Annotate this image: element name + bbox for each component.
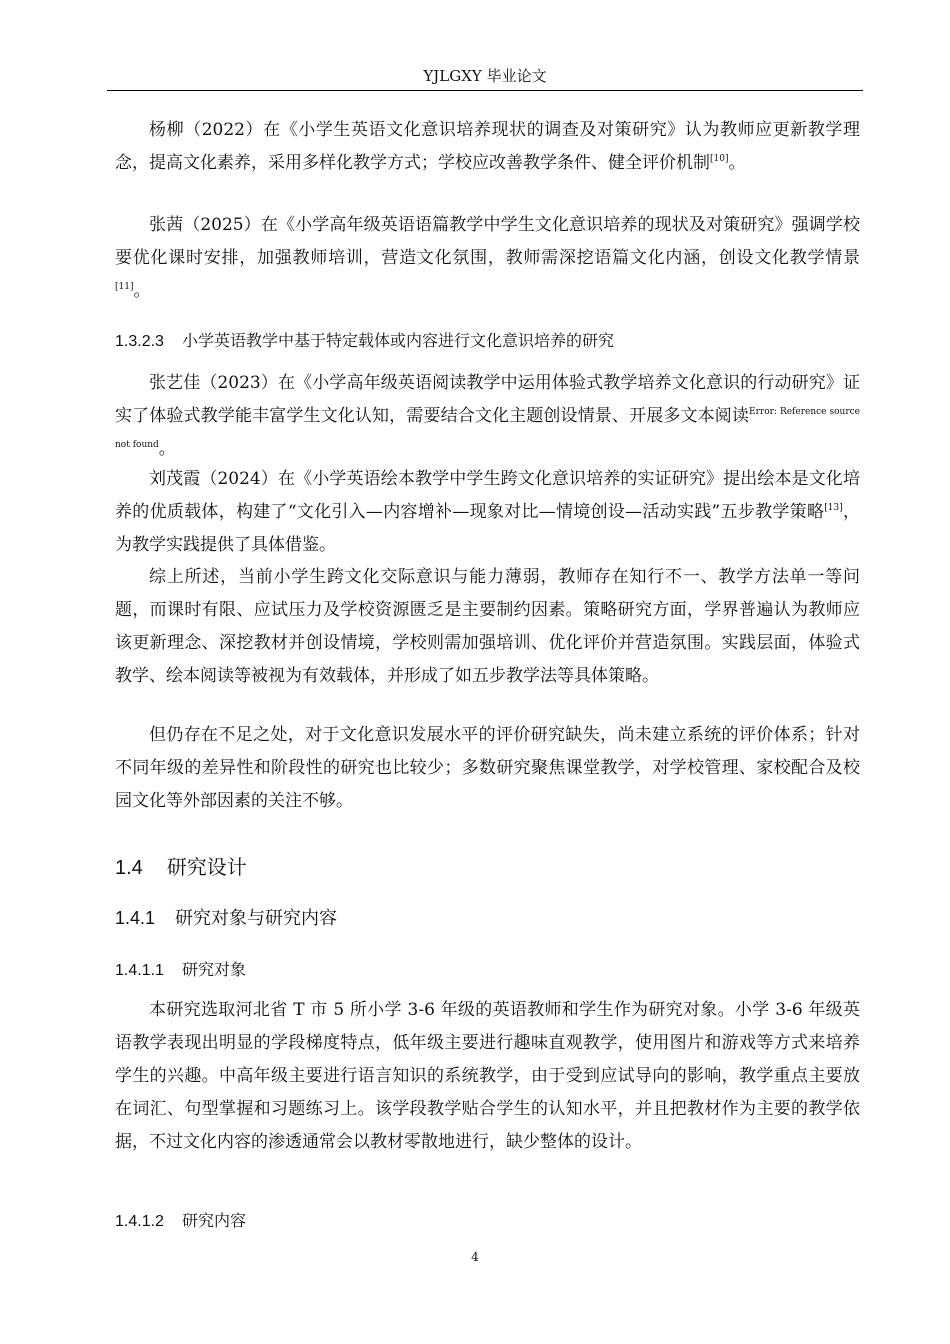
paragraph-tail: 。 (133, 281, 151, 301)
heading-number: 1.4.1.2 (115, 1213, 164, 1230)
heading-number: 1.4.1 (115, 908, 156, 928)
paragraph-tail: 。 (728, 153, 746, 173)
citation-ref: [11] (115, 282, 134, 292)
heading-text: 研究对象 (181, 960, 246, 979)
paragraph-tail: ，为教学实践提供了具体借鉴。 (115, 502, 861, 555)
heading-text: 研究设计 (166, 855, 247, 879)
paragraph-shortcomings: 但仍存在不足之处，对于文化意识发展水平的评价研究缺失，尚未建立系统的评价体系；针对不同年级的差异性和阶段性的研究也比较少；多数研究聚焦课堂教学，对学校管理、家校配合及校园文化等外部因素的关注不够。 (115, 725, 860, 811)
paragraph-zhang-yijia (115, 367, 860, 466)
heading-1-4-1 (115, 905, 337, 932)
paragraph-text: 张艺佳（2023）在《小学高年级英语阅读教学中运用体验式教学培养文化意识的行动研究》证实了体验式教学能丰富学生文化认知，需要结合文化主题创设情景、开展多文本阅读 (115, 373, 860, 426)
citation-ref: [13] (824, 503, 843, 513)
paragraph-text: 张茜（2025）在《小学高年级英语语篇教学中学生文化意识培养的现状及对策研究》强调学校要优化课时安排，加强教师培训，营造文化氛围，教师需深挖语篇文化内涵，创设文化教学情景 (115, 215, 860, 268)
heading-number: 1.4 (115, 857, 143, 879)
heading-1-3-2-3 (115, 329, 614, 354)
citation-error: Error: Reference source not found (115, 407, 861, 450)
paragraph-research-subjects: 本研究选取河北省 T 市 5 所小学 3-6 年级的英语教师和学生作为研究对象。小学 3-6 年级英语教学表现出明显的学段梯度特点，低年级主要进行趣味直观教学，使用图片和游戏等方式来培养学生的兴趣。中高年级主要进行语言知识的系统教学，由于受到应试导向的影响，教学重点主要放在词汇、句型掌握和习题练习上。该学段教学贴合学生的认知水平，并且把教材作为主要的教学依据，不过文化内容的渗透通常会以教材零散地进行，缺少整体的设计。 (115, 1000, 860, 1152)
heading-1-4-1-2 (115, 1209, 246, 1234)
heading-number: 1.3.2.3 (115, 333, 164, 350)
page-header: YJLGXY 毕业论文 (423, 67, 547, 85)
heading-1-4-1-1 (115, 958, 246, 983)
page-number: 4 (471, 1250, 479, 1264)
paragraph-text: 杨柳（2022）在《小学生英语文化意识培养现状的调查及对策研究》认为教师应更新教学理念，提高文化素养，采用多样化教学方式；学校应改善教学条件、健全评价机制 (115, 120, 860, 173)
paragraph-liu-maoxia (115, 463, 860, 562)
heading-text: 研究对象与研究内容 (175, 908, 338, 929)
paragraph-yang-liu (115, 114, 860, 180)
heading-number: 1.4.1.1 (115, 962, 164, 979)
heading-text: 小学英语教学中基于特定载体或内容进行文化意识培养的研究 (181, 331, 614, 350)
citation-ref: [10] (710, 154, 729, 164)
paragraph-summary: 综上所述，当前小学生跨文化交际意识与能力薄弱，教师存在知行不一、教学方法单一等问题，而课时有限、应试压力及学校资源匮乏是主要制约因素。策略研究方面，学界普遍认为教师应该更新理念、深挖教材并创设情境，学校则需加强培训、优化评价并营造氛围。实践层面，体验式教学、绘本阅读等被视为有效载体，并形成了如五步教学法等具体策略。 (115, 567, 860, 686)
paragraph-text: 刘茂霞（2024）在《小学英语绘本教学中学生跨文化意识培养的实证研究》提出绘本是文化培养的优质载体，构建了“文化引入—内容增补—现象对比—情境创设—活动实践”五步教学策略 (115, 469, 860, 522)
heading-text: 研究内容 (181, 1211, 246, 1230)
paragraph-zhang-qian (115, 209, 860, 308)
paragraph-tail: 。 (158, 439, 176, 459)
heading-1-4 (115, 853, 247, 882)
header-divider (107, 90, 863, 91)
